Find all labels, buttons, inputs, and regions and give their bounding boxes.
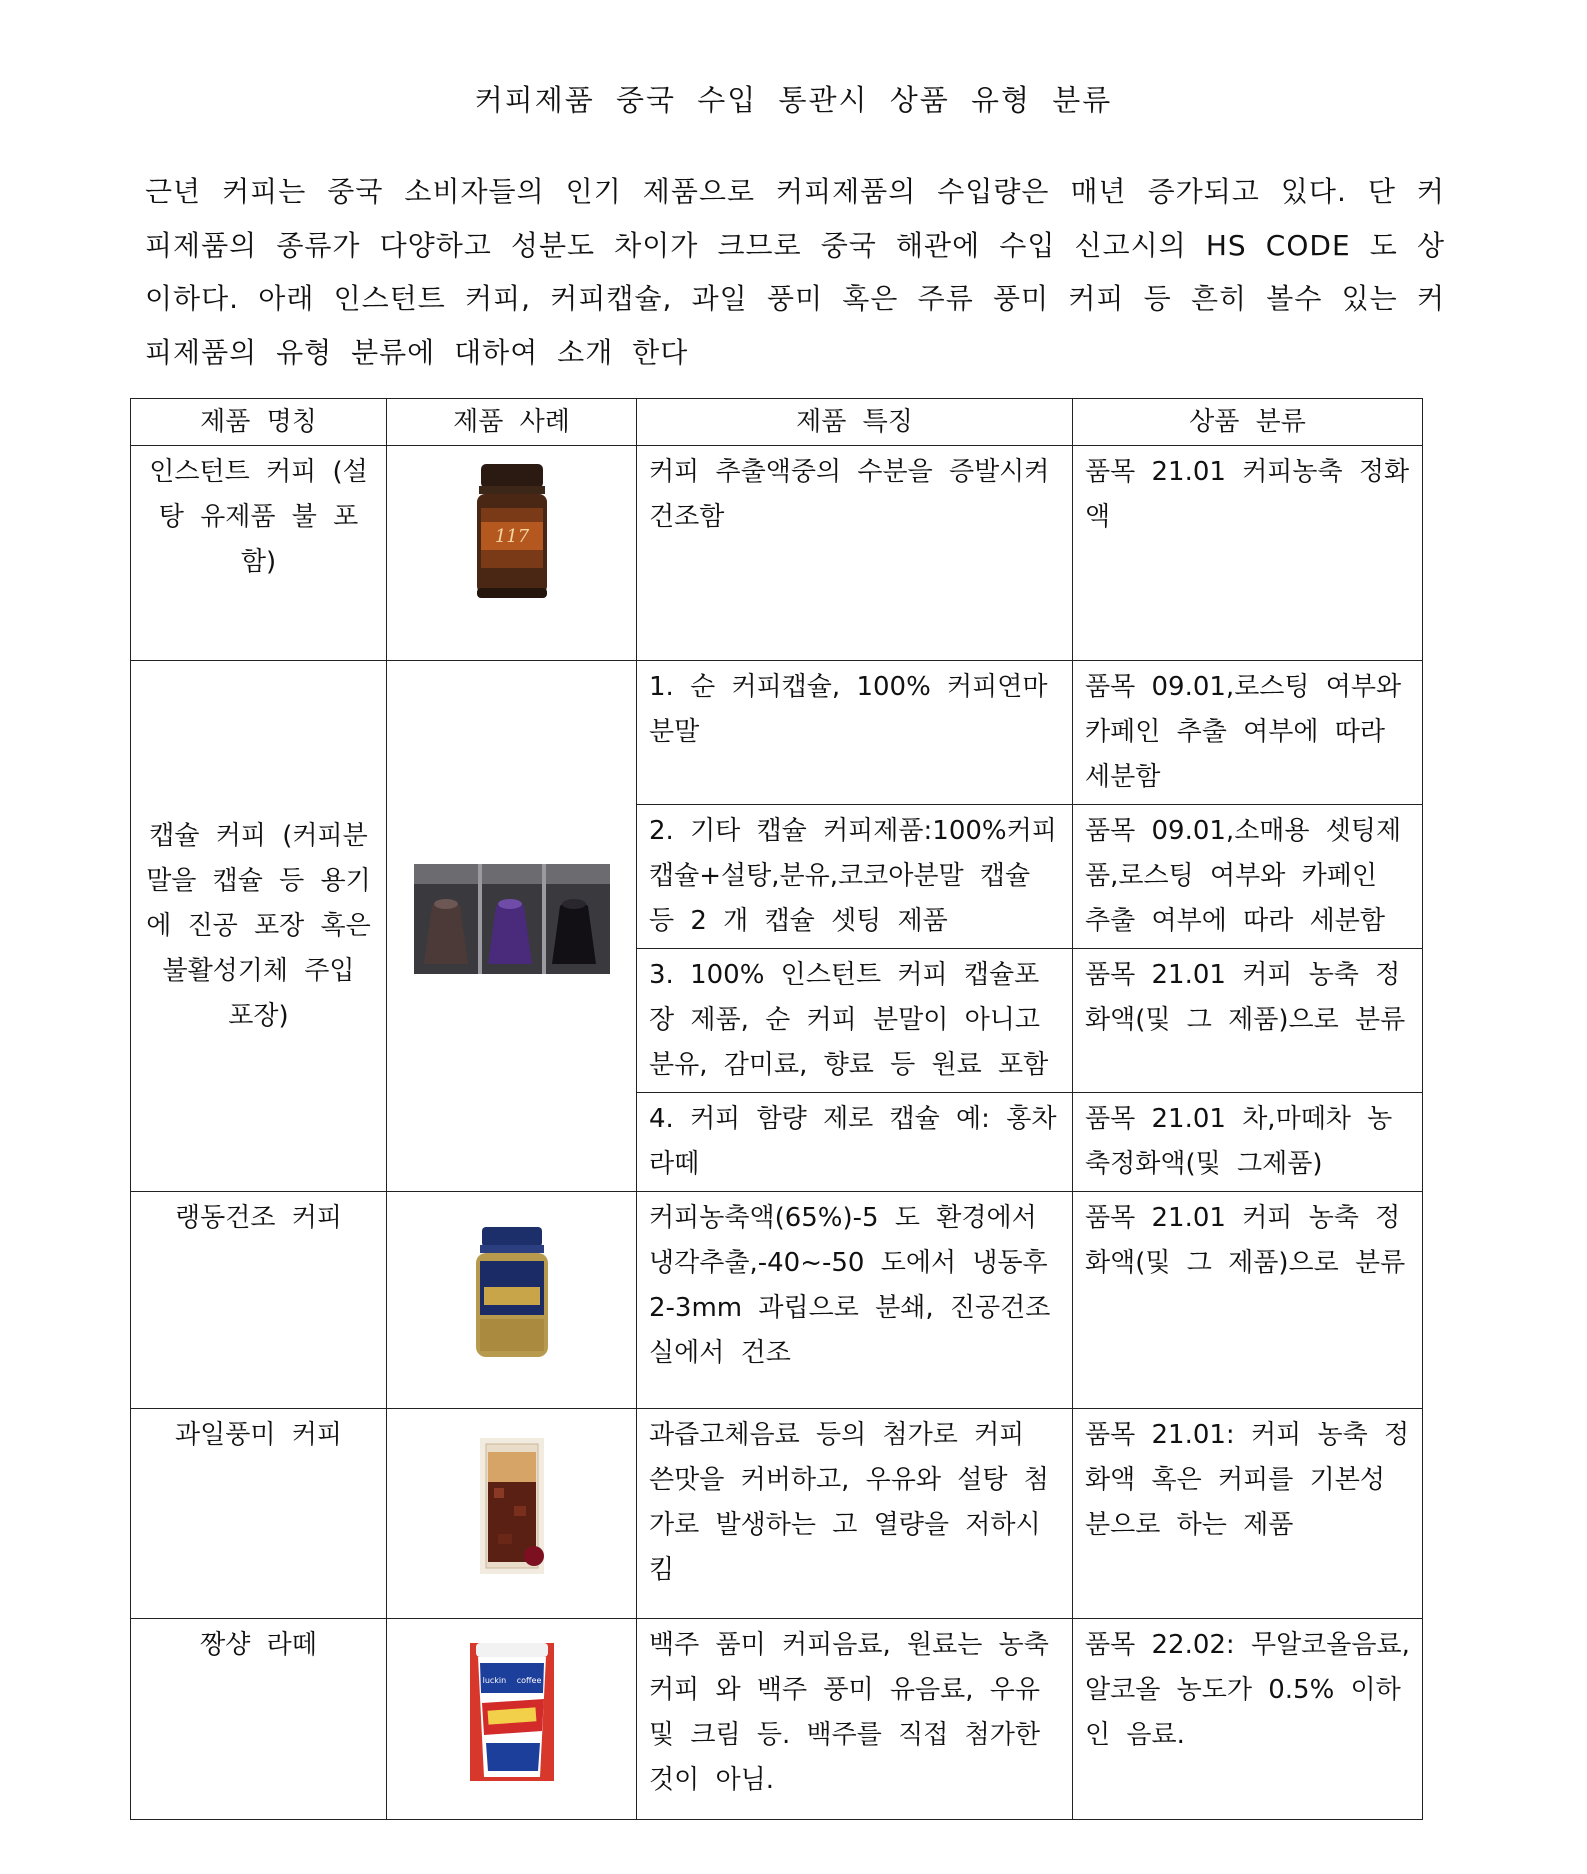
header-classification: 상품 분류 (1073, 399, 1423, 446)
header-product-example: 제품 사례 (387, 399, 637, 446)
product-feature: 커피농축액(65%)-5 도 환경에서 냉각추출,-40~-50 도에서 냉동후 2-3mm 과립으로 분쇄, 진공건조실에서 건조 (637, 1192, 1073, 1409)
product-classification: 품목 09.01,소매용 셋팅제품,로스팅 여부와 카페인 추출 여부에 따라 세분함 (1073, 805, 1423, 949)
product-image (387, 661, 637, 1192)
product-classification: 품목 21.01 차,마떼차 농축정화액(및 그제품) (1073, 1093, 1423, 1192)
table-row (131, 661, 1423, 805)
table-row (131, 1409, 1423, 1619)
freeze-dried-coffee-jar-icon (474, 1227, 550, 1359)
product-image (387, 1409, 637, 1619)
instant-coffee-jar-icon (475, 462, 549, 602)
product-feature: 백주 품미 커피음료, 원료는 농축 커피 와 백주 풍미 유음료, 우유 및 크림 등. 백주를 직접 첨가한것이 아님. (637, 1619, 1073, 1820)
svg-text:luckin coffee: luckin coffee (482, 1675, 541, 1685)
table-row (131, 1192, 1423, 1409)
product-feature: 커피 추출액중의 수분을 증발시켜 건조함 (637, 446, 1073, 661)
latte-cup-icon (470, 1643, 554, 1781)
product-feature: 4. 커피 함량 제로 캡슐 예: 홍차 라떼 (637, 1093, 1073, 1192)
product-classification: 품목 21.01 커피 농축 정화액(및 그 제품)으로 분류 (1073, 949, 1423, 1093)
product-classification: 품목 09.01,로스팅 여부와 카페인 추출 여부에 따라 세분함 (1073, 661, 1423, 805)
page-title: 커피제품 중국 수입 통관시 상품 유형 분류 (474, 83, 1113, 117)
iced-coffee-glass-icon (480, 1438, 544, 1574)
product-name: 캡슐 커피 (커피분말을 캡슐 등 용기에 진공 포장 혹은 불활성기체 주입 포장) (131, 661, 387, 1192)
classification-table (130, 398, 1423, 1820)
table-row (131, 446, 1423, 661)
product-name: 짱샹 라떼 (131, 1619, 387, 1820)
table-row (131, 1619, 1423, 1820)
intro-paragraph: 근년 커피는 중국 소비자들의 인기 제품으로 커피제품의 수입량은 매년 증가되고 있다. 단 커피제품의 종류가 다양하고 성분도 차이가 크므로 중국 해관에 수입 신고시의 HS CODE 도 상이하다. 아래 인스턴트 커피, 커피캡슐, 과일 풍미 혹은 주류 풍미 커피 등 흔히 볼수 있는 커피제품의 유형 분류에 대하여 소개 한다 (145, 175, 1446, 369)
product-classification: 품목 21.01 커피농축 정화액 (1073, 446, 1423, 661)
product-classification: 품목 21.01 커피 농축 정화액(및 그 제품)으로 분류 (1073, 1192, 1423, 1409)
header-product-feature: 제품 특징 (637, 399, 1073, 446)
product-classification: 품목 22.02: 무알코올음료, 알코올 농도가 0.5% 이하인 음료. (1073, 1619, 1423, 1820)
product-image (387, 1192, 637, 1409)
product-feature: 2. 기타 캡슐 커피제품:100%커피캡슐+설탕,분유,코코아분말 캡슐 등 2 개 캡슐 셋팅 제품 (637, 805, 1073, 949)
product-name: 과일풍미 커피 (131, 1409, 387, 1619)
product-feature: 1. 순 커피캡슐, 100% 커피연마 분말 (637, 661, 1073, 805)
svg-text:117: 117 (494, 526, 529, 547)
product-classification: 품목 21.01: 커피 농축 정화액 혹은 커피를 기본성분으로 하는 제품 (1073, 1409, 1423, 1619)
header-product-name: 제품 명칭 (131, 399, 387, 446)
product-image (387, 1619, 637, 1820)
product-name: 인스턴트 커피 (설탕 유제품 불 포함) (131, 446, 387, 661)
product-feature: 과즙고체음료 등의 첨가로 커피 쓴맛을 커버하고, 우유와 설탕 첨가로 발생하는 고 열량을 저하시킴 (637, 1409, 1073, 1619)
product-feature: 3. 100% 인스턴트 커피 캡슐포장 제품, 순 커피 분말이 아니고 분유, 감미료, 향료 등 원료 포함 (637, 949, 1073, 1093)
table-header-row (131, 399, 1423, 446)
product-image (387, 446, 637, 661)
coffee-capsules-icon (414, 864, 610, 974)
product-name: 랭동건조 커피 (131, 1192, 387, 1409)
